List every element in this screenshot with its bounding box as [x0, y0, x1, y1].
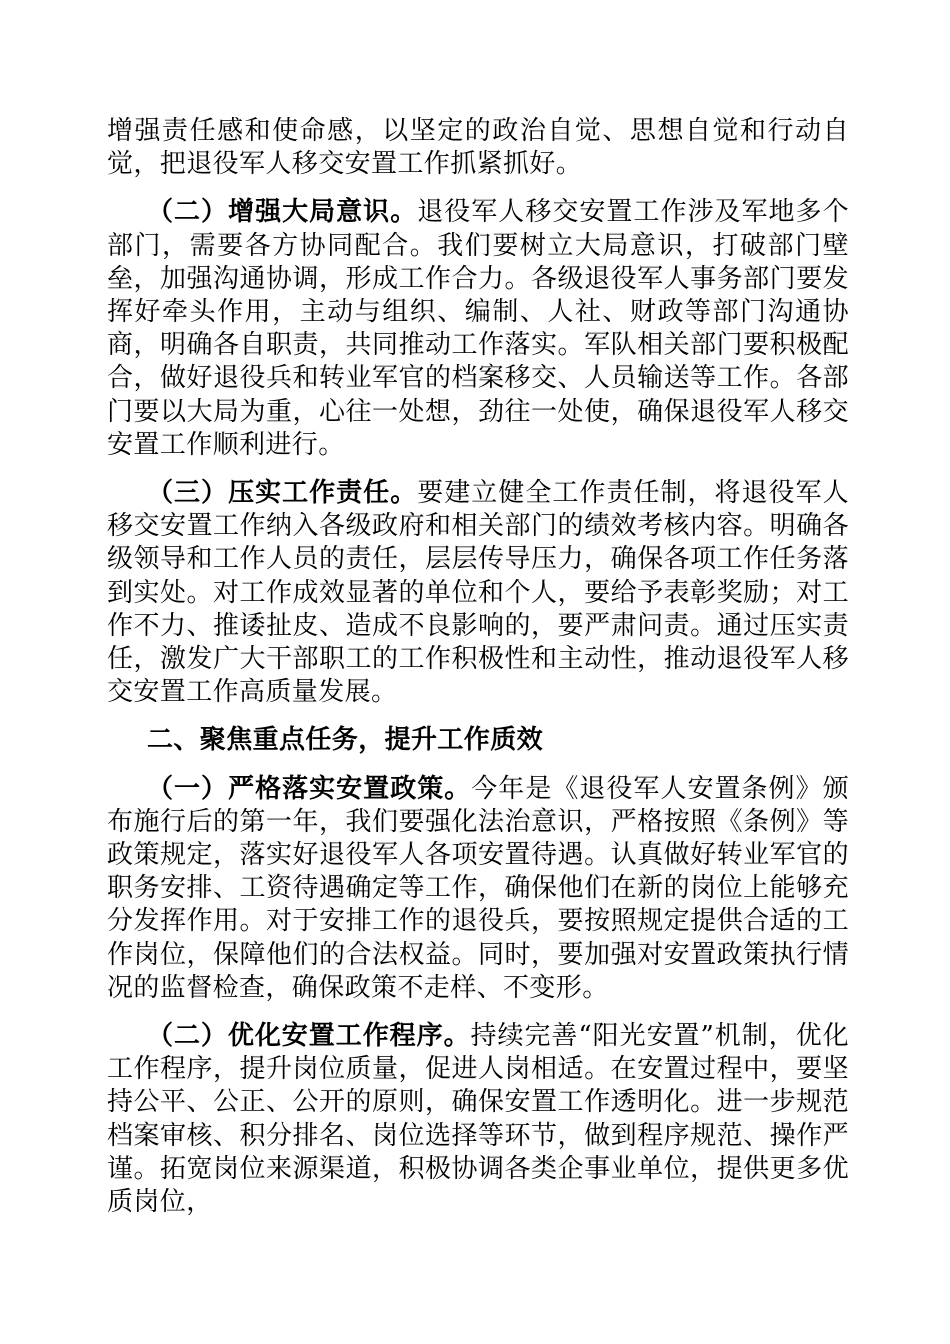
paragraph-body: 今年是《退役军人安置条例》颁布施行后的第一年，我们要强化法治意识，严格按照《条例》等政策规定，落实好退役军人各项安置待遇。认真做好转业军官的职务安排、工资待遇确定等工作，确保他们在新的岗位上能够充分发挥作用。对于安排工作的退役兵，要按照规定提供合适的工作岗位，保障他们的合法权益。同时，要加强对安置政策执行情况的监督检查，确保政策不走样、不变形。 — [107, 773, 849, 1003]
paragraph-body: 持续完善“阳光安置”机制，优化工作程序，提升岗位质量，促进人岗相适。在安置过程中，要坚持公平、公正、公开的原则，确保安置工作透明化。进一步规范档案审核、积分排名、岗位选择等环节，做到程序规范、操作严谨。拓宽岗位来源渠道，积极协调各类企事业单位，提供更多优质岗位， — [107, 1021, 849, 1218]
paragraph-lead-heading: （三）压实工作责任。 — [147, 478, 418, 509]
document-page — [107, 115, 849, 1234]
paragraph-overall-awareness — [107, 196, 849, 462]
paragraph-lead-heading: （一）严格落实安置政策。 — [147, 773, 472, 804]
paragraph-body: 要建立健全工作责任制，将退役军人移交安置工作纳入各级政府和相关部门的绩效考核内容。明确各级领导和工作人员的责任，层层传导压力，确保各项工作任务落到实处。对工作成效显著的单位和个人，要给予表彰奖励；对工作不力、推诿扯皮、造成不良影响的，要严肃问责。通过压实责任，激发广大干部职工的工作积极性和主动性，推动退役军人移交安置工作高质量发展。 — [107, 478, 849, 708]
paragraph-placement-policy — [107, 773, 849, 1005]
paragraph-work-responsibility — [107, 477, 849, 709]
paragraph-lead-heading: （二）增强大局意识。 — [147, 197, 418, 228]
paragraph-placement-procedure — [107, 1020, 849, 1219]
paragraph-responsibility-continuation — [107, 115, 849, 181]
paragraph-body: 增强责任感和使命感，以坚定的政治自觉、思想自觉和行动自觉，把退役军人移交安置工作抓紧抓好。 — [107, 116, 849, 180]
paragraph-body: 退役军人移交安置工作涉及军地多个部门，需要各方协同配合。我们要树立大局意识，打破部门壁垒，加强沟通协调，形成工作合力。各级退役军人事务部门要发挥好牵头作用，主动与组织、编制、人社、财政等部门沟通协商，明确各自职责，共同推动工作落实。军队相关部门要积极配合，做好退役兵和转业军官的档案移交、人员输送等工作。各部门要以大局为重，心往一处想，劲往一处使，确保退役军人移交安置工作顺利进行。 — [107, 197, 849, 460]
section-heading-key-tasks: 二、聚焦重点任务，提升工作质效 — [147, 725, 544, 756]
paragraph-lead-heading: （二）优化安置工作程序。 — [147, 1021, 471, 1052]
